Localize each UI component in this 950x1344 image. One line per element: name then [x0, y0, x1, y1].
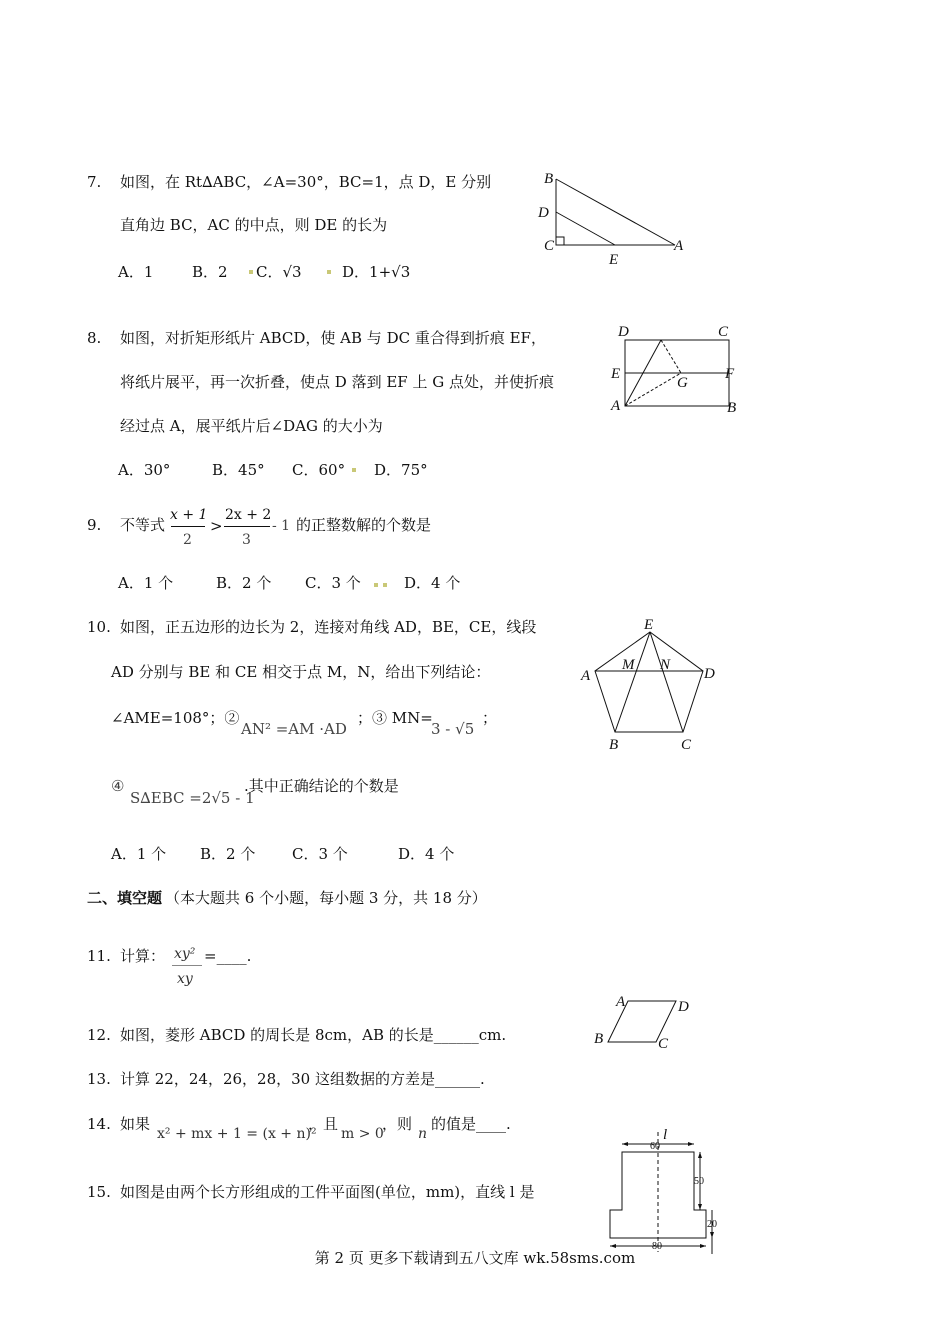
q9-frac2-denominator: 3: [242, 532, 251, 548]
q10-option-a: A．1 个: [111, 845, 167, 863]
q7-number: 7.: [87, 173, 102, 191]
q8-label-e: E: [611, 366, 621, 382]
q9-option-a: A．1 个: [118, 574, 174, 592]
q10-label-n: N: [660, 657, 671, 673]
q10-label-c: C: [681, 737, 692, 752]
q14-condition: m > 0: [341, 1126, 384, 1142]
q7-label-b: B: [544, 171, 554, 187]
q10-label-b: B: [609, 737, 619, 752]
q11-denominator: xy: [177, 971, 193, 987]
marker-dot: [374, 583, 378, 587]
q12-rhombus-figure: [590, 990, 700, 1050]
q12-label-c: C: [658, 1036, 669, 1050]
q9-option-c: C．3 个: [305, 574, 361, 592]
q10-option-c: C．3 个: [292, 845, 348, 863]
q8-line2: 将纸片展平，再一次折叠，使点 D 落到 EF 上 G 点处，并使折痕: [120, 373, 554, 391]
q9-number: 9.: [87, 516, 102, 534]
marker-dot: [249, 270, 253, 274]
q7-label-d: D: [538, 205, 549, 221]
q9-frac1-denominator: 2: [183, 532, 192, 548]
q11-number: 11.: [87, 947, 111, 965]
q12-label-d: D: [678, 999, 689, 1015]
q10-number: 10.: [87, 618, 111, 636]
q7-triangle-figure: [535, 165, 695, 265]
q8-option-b: B．45°: [212, 461, 265, 479]
marker-dot: [383, 583, 387, 587]
q12-number: 12.: [87, 1026, 111, 1044]
q8-option-d: D．75°: [374, 461, 428, 479]
q15-label-top-width: 60: [650, 1141, 660, 1152]
q8-number: 8.: [87, 329, 102, 347]
q7-option-d: D．1+√3: [342, 263, 411, 281]
q9-minus-one: - 1: [272, 518, 291, 534]
q7-label-c: C: [544, 238, 555, 254]
q13-number: 13.: [87, 1070, 111, 1088]
q14-mid2: ，则: [382, 1115, 413, 1133]
q7-option-a: A．1: [118, 263, 154, 281]
q7-line1: 如图，在 Rt∆ABC，∠A=30°，BC=1，点 D，E 分别: [120, 173, 492, 191]
q14-number: 14.: [87, 1115, 111, 1133]
q9-option-b: B．2 个: [216, 574, 272, 592]
q7-label-a: A: [674, 238, 684, 254]
q15-workpiece-figure: [600, 1120, 730, 1260]
q15-label-height-upper: 50: [694, 1176, 704, 1187]
q10-conclusion-1: ∠AME=108°；②: [111, 709, 240, 727]
q10-line1: 如图，正五边形的边长为 2，连接对角线 AD，BE，CE，线段: [120, 618, 537, 636]
q14-suffix: 的值是____.: [431, 1115, 511, 1133]
q15-number: 15.: [87, 1183, 111, 1201]
q12-label-b: B: [594, 1031, 604, 1047]
q7-option-b: B．2: [192, 263, 228, 281]
fraction-bar: [172, 965, 202, 966]
q15-label-bottom-width: 80: [652, 1241, 662, 1252]
q8-line3: 经过点 A，展平纸片后∠DAG 的大小为: [120, 417, 383, 435]
q10-conclusion-3-prefix: ；③ MN=: [357, 709, 433, 727]
q10-label-d: D: [704, 666, 715, 682]
q10-conclusion-2-formula: AN² =AM ·AD: [241, 720, 347, 738]
q8-option-c: C．60°: [292, 461, 346, 479]
q7-line2: 直角边 BC，AC 的中点，则 DE 的长为: [120, 216, 388, 234]
q10-label-m: M: [622, 657, 635, 673]
q8-label-d: D: [618, 324, 629, 340]
q10-conclusion-4-suffix: .其中正确结论的个数是: [244, 777, 399, 795]
q8-label-c: C: [718, 324, 729, 340]
q15-label-height-lower: 20: [707, 1219, 717, 1230]
section-2-title: 二、填空题: [87, 889, 163, 907]
q7-option-c: C．√3: [256, 263, 302, 281]
q15-label-l: l: [663, 1127, 668, 1143]
q12-text: 如图，菱形 ABCD 的周长是 8cm，AB 的长是______cm.: [120, 1026, 507, 1044]
q12-label-a: A: [616, 994, 626, 1010]
q14-prefix: 如果: [120, 1115, 151, 1133]
q10-conclusion-4-formula: S∆EBC =2√5 - 1: [130, 789, 255, 807]
q10-label-e: E: [644, 617, 654, 633]
section-2-note: （本大题共 6 个小题，每小题 3 分，共 18 分）: [165, 889, 487, 907]
q9-frac2-numerator: 2x + 2: [225, 507, 272, 523]
q8-option-a: A．30°: [118, 461, 171, 479]
q8-label-g: G: [677, 375, 688, 391]
fraction-bar: [171, 526, 205, 527]
q9-option-d: D．4 个: [404, 574, 461, 592]
fraction-bar: [224, 526, 270, 527]
q11-suffix: =____.: [204, 947, 252, 965]
q8-label-b: B: [727, 400, 737, 415]
q10-conclusion-3-suffix: ；: [482, 709, 498, 727]
q10-conclusion-4-prefix: ④: [111, 777, 125, 795]
q9-frac1-numerator: x + 1: [170, 507, 208, 523]
q9-prefix: 不等式: [120, 516, 166, 534]
q8-rectangle-figure: [605, 320, 745, 415]
q10-line2: AD 分别与 BE 和 CE 相交于点 M，N，给出下列结论：: [111, 663, 491, 681]
q10-option-d: D．4 个: [398, 845, 455, 863]
marker-dot: [352, 468, 356, 472]
q14-variable: n: [418, 1126, 428, 1142]
q7-label-e: E: [609, 252, 619, 265]
q11-prefix: 计算：: [120, 947, 166, 965]
q13-text: 计算 22，24，26，28，30 这组数据的方差是______.: [120, 1070, 485, 1088]
q10-label-a: A: [581, 668, 591, 684]
q14-mid: ，且: [308, 1115, 339, 1133]
q9-greater-than: >: [210, 517, 223, 535]
q14-formula: x² + mx + 1 = (x + n)²: [157, 1126, 317, 1142]
q8-label-f: F: [725, 366, 735, 382]
q10-conclusion-3-formula: 3 - √5: [431, 720, 475, 738]
q10-pentagon-figure: [575, 612, 725, 752]
q8-label-a: A: [611, 398, 621, 414]
q8-line1: 如图，对折矩形纸片 ABCD，使 AB 与 DC 重合得到折痕 EF，: [120, 329, 546, 347]
page-footer: 第 2 页 更多下载请到五八文库 wk.58sms.com: [314, 1249, 636, 1267]
q9-suffix: 的正整数解的个数是: [296, 516, 432, 534]
marker-dot: [327, 270, 331, 274]
q15-text: 如图是由两个长方形组成的工件平面图(单位，mm)，直线 l 是: [120, 1183, 535, 1201]
q10-option-b: B．2 个: [200, 845, 256, 863]
q11-numerator: xy²: [174, 946, 196, 962]
